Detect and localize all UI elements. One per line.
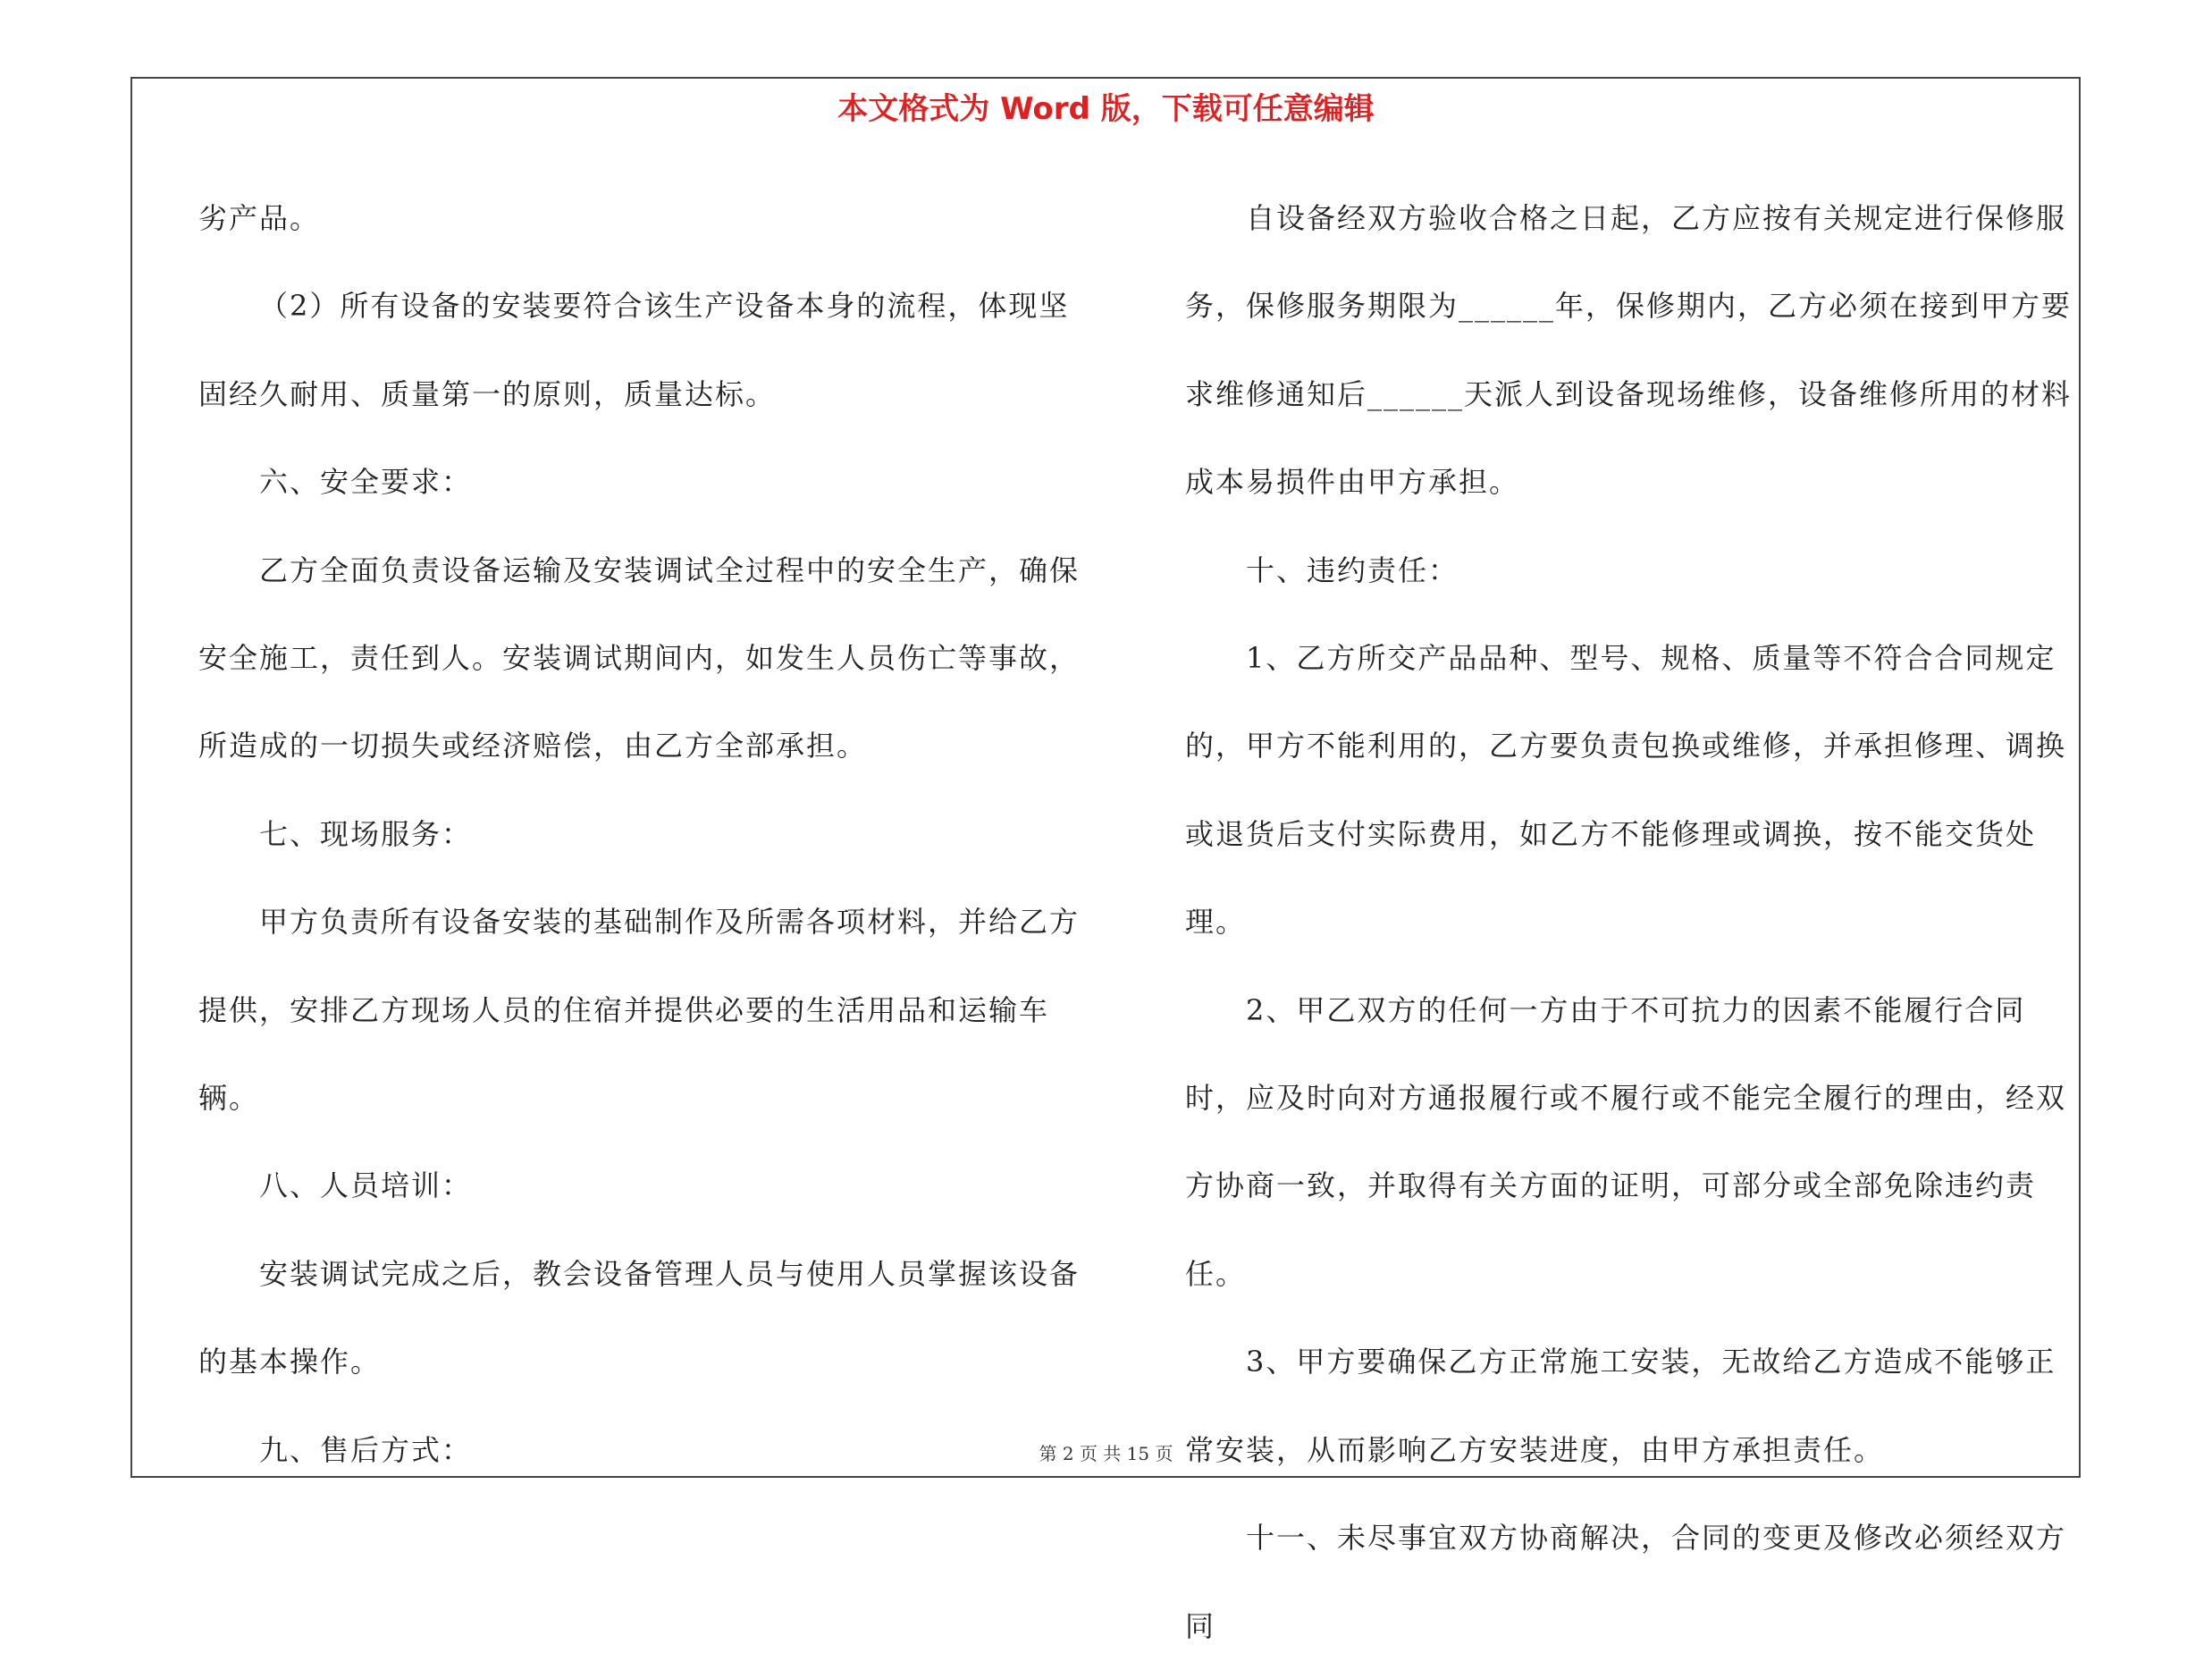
paragraph: 九、售后方式： xyxy=(259,1432,473,1467)
page-number: 第 2 页 共 15 页 xyxy=(1039,1443,1173,1464)
paragraph: 3、甲方要确保乙方正常施工安装，无故给乙方造成不能够正常安装，从而影响乙方安装进度，由甲方承担责任。 xyxy=(1185,1345,2056,1467)
paragraph: 七、现场服务： xyxy=(259,816,473,851)
format-banner: 本文格式为 Word 版，下载可任意编辑 xyxy=(837,91,1375,127)
paragraph: 六、安全要求： xyxy=(259,465,473,500)
paragraph: 安装调试完成之后，教会设备管理人员与使用人员掌握该设备的基本操作。 xyxy=(198,1256,1081,1379)
paragraph: 甲方负责所有设备安装的基础制作及所需各项材料，并给乙方提供，安排乙方现场人员的住宿并提供必要的生活用品和运输车辆。 xyxy=(198,905,1081,1116)
paragraph: 八、人员培训： xyxy=(259,1168,473,1203)
paragraph: 2、甲乙双方的任何一方由于不可抗力的因素不能履行合同时，应及时向对方通报履行或不履行或不能完全履行的理由，经双方协商一致，并取得有关方面的证明，可部分或全部免除违约责任。 xyxy=(1185,992,2067,1291)
paragraph: 乙方全面负责设备运输及安装调试全过程中的安全生产，确保安全施工，责任到人。安装调试期间内，如发生人员伤亡等事故，所造成的一切损失或经济赔偿，由乙方全部承担。 xyxy=(198,552,1081,763)
paragraph: 劣产品。 xyxy=(198,201,321,235)
paragraph: 自设备经双方验收合格之日起，乙方应按有关规定进行保修服务，保修服务期限为______年，保修期内，乙方必须在接到甲方要求维修通知后______天派人到设备现场维修，设备维修所用的材料成本易损件由甲方承担。 xyxy=(1185,201,2073,500)
paragraph: 十一、未尽事宜双方协商解决，合同的变更及修改必须经双方同 xyxy=(1185,1521,2067,1643)
paragraph: 1、乙方所交产品品种、型号、规格、质量等不符合合同规定的，甲方不能利用的，乙方要负责包换或维修，并承担修理、调换或退货后支付实际费用，如乙方不能修理或调换，按不能交货处理。 xyxy=(1185,641,2067,940)
paragraph: 十、违约责任： xyxy=(1246,552,1459,587)
left-column xyxy=(198,174,1092,1494)
paragraph: （2）所有设备的安装要符合该生产设备本身的流程，体现坚固经久耐用、质量第一的原则，质量达标。 xyxy=(198,289,1070,411)
